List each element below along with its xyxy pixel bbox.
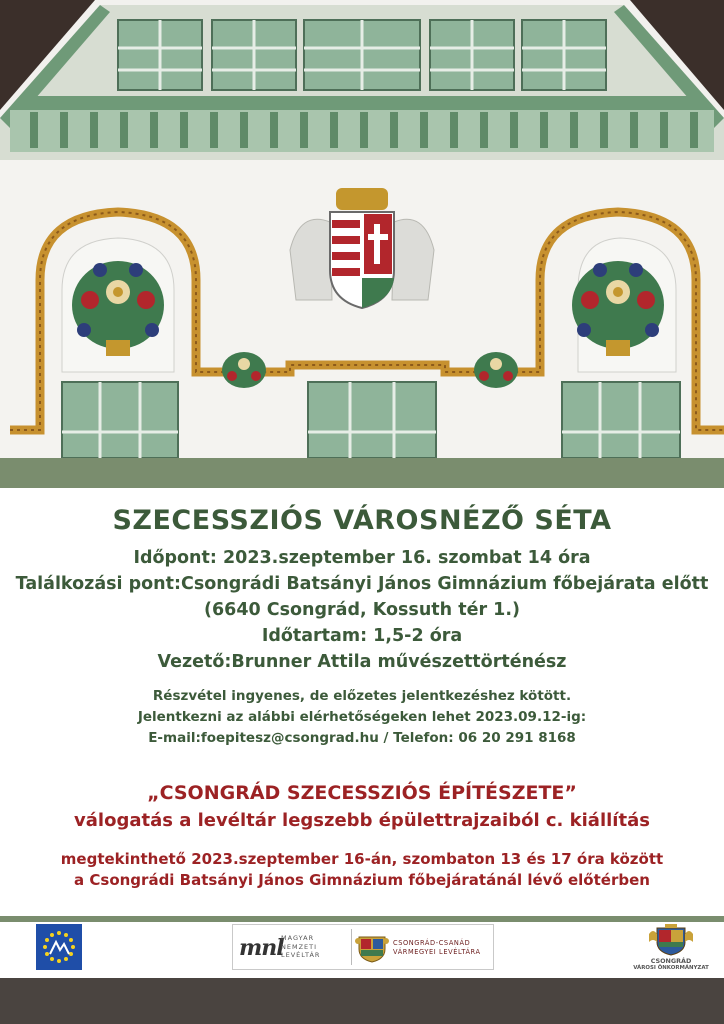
green-divider-band [0,458,724,488]
city-crest-icon [649,924,693,956]
exhibition-title: „CSONGRÁD SZECESSZIÓS ÉPÍTÉSZETE” [147,782,577,804]
event-guide: Vezető:Brunner Attila művészettörténész [157,652,567,672]
archives-logo-box [232,924,494,970]
county-archive-text: CSONGRÁD-CSANÁD VÁRMEGYEI LEVÉLTÁRA [393,939,481,956]
eu-flag-icon [36,924,82,970]
event-time: Időpont: 2023.szeptember 16. szombat 14 óra [133,548,591,568]
city-name: CSONGRÁD [650,957,692,965]
county-crest-icon [355,933,389,963]
registration-deadline: Jelentkezni az alábbi elérhetőségeken lehet 2023.09.12-ig: [137,709,587,725]
event-address: (6640 Csongrád, Kossuth tér 1.) [203,600,521,620]
event-title: SZECESSZIÓS VÁROSNÉZŐ SÉTA [112,505,612,536]
logo-divider [351,929,352,965]
mnl-logo-mark: mnl [239,935,284,961]
exhibition-subtitle: válogatás a levéltár legszebb épülettrajzaiból c. kiállítás [74,810,650,831]
bottom-dark-band [0,978,724,1024]
exhibition-where: a Csongrádi Batsányi János Gimnázium főbejáratánál lévő előtérben [74,871,650,889]
event-duration: Időtartam: 1,5-2 óra [261,626,463,646]
building-facade-photo [0,0,724,458]
registration-free: Részvétel ingyenes, de előzetes jelentkezéshez kötött. [152,688,572,704]
city-council: VÁROSI ÖNKORMÁNYZAT [633,965,709,971]
registration-contact: E-mail:foepitesz@csongrad.hu / Telefon: 06 20 291 8168 [148,730,576,746]
event-meeting-point: Találkozási pont:Csongrádi Batsányi János Gimnázium főbejárata előtt [15,574,709,594]
mnl-logo-text: MAGYAR NEMZETI LEVÉLTÁR [281,934,321,959]
city-logo [633,924,709,976]
exhibition-when: megtekinthető 2023.szeptember 16-án, szombaton 13 és 17 óra között [60,850,664,868]
